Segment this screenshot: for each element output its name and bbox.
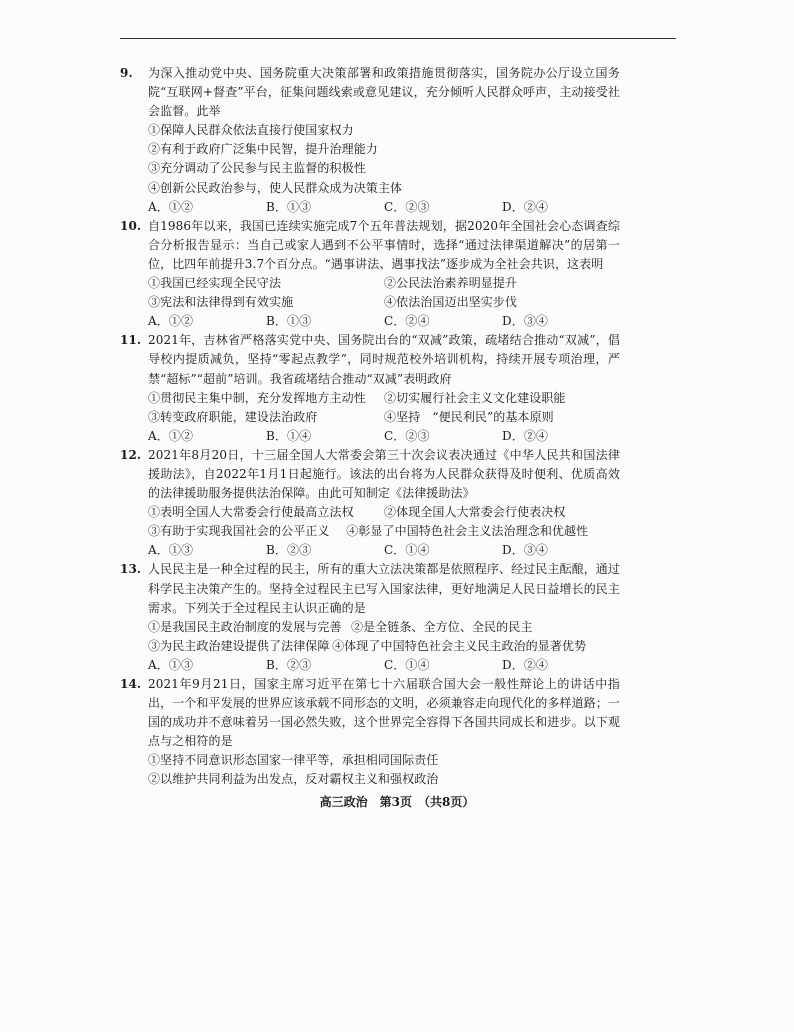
choice-b[interactable]: B．①④ — [266, 428, 312, 443]
option-1: ①是我国民主政治制度的发展与完善 — [148, 619, 342, 634]
option-1: ①我国已经实现全民守法 — [148, 276, 282, 291]
choice-c[interactable]: C．①④ — [384, 543, 430, 558]
option-4: ④坚持 “便民利民”的基本原则 — [384, 409, 554, 424]
question-10 — [120, 217, 620, 332]
question-stem: 人民民主是一种全过程的民主，所有的重大立法决策都是依照程序、经过民主酝酿，通过科学民主决策产生的。坚持全过程民主已写入国家法律，更好地满足人民日益增长的民主需求。下列关于全过程民主认识正确的是 — [148, 562, 620, 615]
option-row — [120, 522, 620, 541]
option-1: ①坚持不同意识形态国家一律平等，承担相同国际责任 — [148, 753, 439, 768]
header-rule — [120, 38, 676, 39]
choice-c[interactable]: C．②③ — [384, 428, 430, 443]
answer-choices — [120, 198, 620, 217]
question-stem: 2021年，吉林省严格落实党中央、国务院出台的“双减”政策，疏堵结合推动“双减”，倡导校内提质减负，坚持“零起点教学”，同时规范校外培训机构，持续开展专项治理，严禁“超标”“超前”培训。我省疏堵结合推动“双减”表明政府 — [148, 333, 620, 386]
choice-d[interactable]: D．③④ — [502, 314, 549, 329]
option-2: ②是全链条、全方位、全民的民主 — [350, 619, 533, 634]
question-stem: 2021年8月20日，十三届全国人大常委会第三十次会议表决通过《中华人民共和国法律援助法》，自2022年1月1日起施行。该法的出台将为人民群众获得及时便利、优质高效的法律援助服务提供法治保障。由此可知制定《法律援助法》 — [148, 447, 620, 501]
choice-a[interactable]: A．①② — [148, 428, 194, 443]
answer-choices — [120, 656, 620, 675]
question-12 — [120, 446, 620, 561]
option-2: ②切实履行社会主义文化建设职能 — [384, 390, 566, 405]
option-2: ②公民法治素养明显提升 — [384, 276, 518, 291]
question-14 — [120, 675, 620, 790]
question-number: 10. — [120, 218, 142, 233]
option-2: ②有利于政府广泛集中民智，提升治理能力 — [148, 142, 378, 157]
option-3: ③充分调动了公民参与民主监督的积极性 — [148, 161, 366, 176]
choice-a[interactable]: A．①③ — [148, 543, 194, 558]
choice-b[interactable]: B．①③ — [266, 199, 312, 214]
question-number: 9. — [120, 66, 133, 80]
question-11 — [120, 331, 620, 446]
question-number: 11. — [120, 333, 142, 348]
option-3: ③转变政府职能，建设法治政府 — [148, 409, 318, 424]
option-1: ①贯彻民主集中制，充分发挥地方主动性 — [148, 390, 366, 405]
question-stem: 2021年9月21日，国家主席习近平在第七十六届联合国大会一般性辩论上的讲话中指出，一个和平发展的世界应该承载不同形态的文明，必须兼容走向现代化的多样道路；一国的成功并不意味着另一国必然失败，这个世界完全容得下各国共同成长和进步。以下观点与之相符的是 — [148, 677, 620, 749]
choice-a[interactable]: A．①② — [148, 199, 194, 214]
choice-d[interactable]: D．②④ — [502, 428, 549, 443]
answer-choices — [120, 427, 620, 446]
choice-d[interactable]: D．③④ — [502, 543, 549, 558]
page-footer: 高三政治 第3页 （共8页） — [319, 795, 475, 809]
choice-b[interactable]: B．①③ — [266, 314, 312, 329]
choice-a[interactable]: A．①③ — [148, 657, 194, 672]
choice-d[interactable]: D．②④ — [502, 657, 549, 672]
option-row — [120, 274, 620, 293]
option-3: ③宪法和法律得到有效实施 — [148, 295, 294, 310]
answer-choices — [120, 312, 620, 331]
option-2: ②以维护共同利益为出发点，反对霸权主义和强权政治 — [148, 772, 439, 787]
choice-b[interactable]: B．②③ — [266, 657, 312, 672]
choice-c[interactable]: C．②③ — [384, 199, 430, 214]
question-9 — [120, 64, 620, 217]
option-row — [120, 389, 620, 408]
exam-page — [120, 64, 620, 790]
choice-b[interactable]: B．②③ — [266, 543, 312, 558]
option-3: ③有助于实现我国社会的公平正义 — [148, 524, 330, 539]
question-stem: 自1986年以来，我国已连续实施完成7个五年普法规划，据2020年全国社会心态调查综合分析报告显示：当自己或家人遇到不公平事情时，选择“通过法律渠道解决”的居第一位，比四年前提升3.7个百分点。“遇事讲法、遇事找法”逐步成为全社会共识，这表明 — [148, 218, 620, 271]
option-2: ②体现全国人大常委会行使表决权 — [384, 505, 566, 520]
option-row — [120, 618, 620, 637]
option-row — [120, 503, 620, 522]
question-number: 13. — [120, 562, 142, 577]
option-4: ④彰显了中国特色社会主义法治理念和优越性 — [346, 524, 589, 539]
option-3: ③为民主政治建设提供了法律保障 — [148, 638, 330, 653]
question-number: 12. — [120, 447, 142, 462]
choice-c[interactable]: C．①④ — [384, 657, 430, 672]
question-number: 14. — [120, 677, 142, 691]
question-13 — [120, 560, 620, 675]
option-4: ④体现了中国特色社会主义民主政治的显著优势 — [332, 638, 587, 653]
option-row — [120, 293, 620, 312]
option-row — [120, 637, 620, 656]
answer-choices — [120, 541, 620, 560]
question-stem: 为深入推动党中央、国务院重大决策部署和政策措施贯彻落实，国务院办公厅设立国务院“互联网+督查”平台，征集问题线索或意见建议，充分倾听人民群众呼声，主动接受社会监督。此举 — [148, 66, 620, 119]
option-row — [120, 408, 620, 427]
option-1: ①保障人民群众依法直接行使国家权力 — [148, 123, 354, 138]
option-4: ④创新公民政治参与，使人民群众成为决策主体 — [148, 180, 403, 195]
choice-a[interactable]: A．①② — [148, 314, 194, 329]
choice-d[interactable]: D．②④ — [502, 199, 549, 214]
option-1: ①表明全国人大常委会行使最高立法权 — [148, 505, 354, 520]
choice-c[interactable]: C．②④ — [384, 314, 430, 329]
option-4: ④依法治国迈出坚实步伐 — [384, 295, 518, 310]
